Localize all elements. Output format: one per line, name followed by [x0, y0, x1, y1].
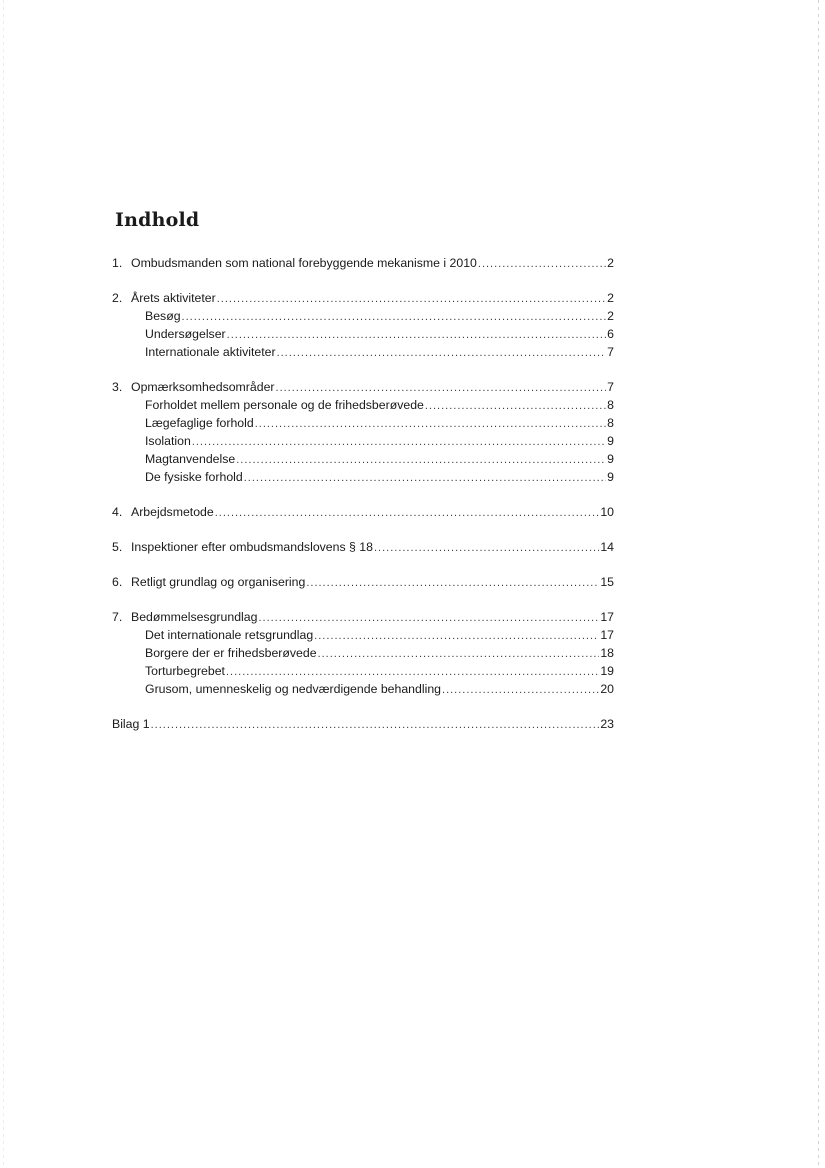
dot-leader: [182, 308, 607, 326]
dot-leader: [258, 609, 599, 627]
scan-edge-right: [818, 0, 819, 1168]
toc-subentry-2-3[interactable]: [112, 343, 614, 361]
toc-entry-3[interactable]: [112, 378, 614, 396]
toc-subentry-page: 9: [607, 434, 614, 448]
toc-entry-page: 23: [600, 717, 614, 731]
toc-subentry-title: Undersøgelser: [145, 327, 226, 341]
toc-subentry-7-1[interactable]: [112, 626, 614, 644]
toc-subentry-page: 20: [600, 682, 614, 696]
toc-subentry-page: 19: [600, 664, 614, 678]
toc-entry-number: 6.: [112, 575, 123, 589]
toc-entry-5[interactable]: [112, 538, 614, 556]
toc-subentry-title: Magtanvendelse: [145, 452, 236, 466]
toc-subentry-title: Internationale aktiviteter: [145, 345, 276, 359]
toc-entry-title: Arbejdsmetode: [131, 505, 214, 519]
toc-subentry-page: 18: [600, 646, 614, 660]
toc-entry-page: 14: [600, 540, 614, 554]
toc-entry-title: Ombudsmanden som national forebyggende mekanisme i 2010: [131, 256, 477, 270]
toc-subentry-3-3[interactable]: [112, 432, 614, 450]
dot-leader: [244, 469, 606, 487]
toc-entry-page: 17: [600, 610, 614, 624]
toc-subentry-page: 8: [607, 416, 614, 430]
dot-leader: [306, 574, 599, 592]
toc-subentry-7-3[interactable]: [112, 662, 614, 680]
dot-leader: [215, 504, 600, 522]
toc-entry-page: 15: [600, 575, 614, 589]
dot-leader: [151, 716, 600, 734]
toc-subentry-title: Det internationale retsgrundlag: [145, 628, 314, 642]
toc-subentry-page: 2: [607, 309, 614, 323]
dot-leader: [276, 379, 607, 397]
toc-subentry-title: Forholdet mellem personale og de frihedsberøvede: [145, 398, 424, 412]
dot-leader: [442, 681, 599, 699]
toc-subentry-title: De fysiske forhold: [145, 470, 243, 484]
toc-subentry-page: 9: [607, 470, 614, 484]
toc-subentry-title: Borgere der er frihedsberøvede: [145, 646, 317, 660]
toc-subentry-title: Torturbegrebet: [145, 664, 225, 678]
dot-leader: [314, 627, 599, 645]
toc-subentry-page: 8: [607, 398, 614, 412]
toc-subentry-3-2[interactable]: [112, 414, 614, 432]
toc-entry-7[interactable]: [112, 608, 614, 626]
dot-leader: [374, 539, 599, 557]
toc-subentry-2-1[interactable]: [112, 307, 614, 325]
toc-entry-title: Retligt grundlag og organisering: [131, 575, 306, 589]
toc-entry-number: 3.: [112, 380, 123, 394]
toc-entry-2[interactable]: [112, 289, 614, 307]
scan-edge-left: [3, 0, 4, 1168]
toc-entry-page: 7: [607, 380, 614, 394]
toc-entry-number: 7.: [112, 610, 123, 624]
dot-leader: [277, 344, 607, 362]
dot-leader: [255, 415, 606, 433]
dot-leader: [478, 255, 606, 273]
toc-entry-6[interactable]: [112, 573, 614, 591]
toc-subentry-page: 17: [600, 628, 614, 642]
toc-subentry-page: 6: [607, 327, 614, 341]
dot-leader: [217, 290, 606, 308]
table-of-contents: [112, 254, 614, 733]
toc-subentry-page: 9: [607, 452, 614, 466]
toc-subentry-7-2[interactable]: [112, 644, 614, 662]
dot-leader: [226, 663, 599, 681]
toc-entry-title: Bilag 1: [112, 717, 150, 731]
toc-entry-number: 5.: [112, 540, 123, 554]
toc-entry-appendix[interactable]: [112, 715, 614, 733]
dot-leader: [318, 645, 600, 663]
toc-entry-page: 2: [607, 256, 614, 270]
dot-leader: [236, 451, 606, 469]
dot-leader: [227, 326, 607, 344]
toc-subentry-3-5[interactable]: [112, 468, 614, 486]
toc-entry-number: 2.: [112, 291, 123, 305]
dot-leader: [192, 433, 606, 451]
toc-subentry-3-4[interactable]: [112, 450, 614, 468]
toc-subentry-title: Lægefaglige forhold: [145, 416, 254, 430]
toc-entry-title: Opmærksomhedsområder: [131, 380, 275, 394]
dot-leader: [425, 397, 606, 415]
toc-entry-1[interactable]: [112, 254, 614, 272]
toc-entry-page: 2: [607, 291, 614, 305]
toc-subentry-title: Grusom, umenneskelig og nedværdigende behandling: [145, 682, 442, 696]
toc-subentry-title: Besøg: [145, 309, 181, 323]
toc-entry-title: Årets aktiviteter: [131, 291, 216, 305]
toc-entry-4[interactable]: [112, 503, 614, 521]
toc-heading: Indhold: [115, 209, 200, 231]
toc-entry-title: Bedømmelsesgrundlag: [131, 610, 258, 624]
toc-entry-number: 4.: [112, 505, 123, 519]
toc-subentry-7-4[interactable]: [112, 680, 614, 698]
toc-entry-number: 1.: [112, 256, 123, 270]
toc-subentry-2-2[interactable]: [112, 325, 614, 343]
toc-entry-title: Inspektioner efter ombudsmandslovens § 18: [131, 540, 373, 554]
toc-subentry-3-1[interactable]: [112, 396, 614, 414]
toc-subentry-title: Isolation: [145, 434, 191, 448]
toc-entry-page: 10: [600, 505, 614, 519]
toc-subentry-page: 7: [607, 345, 614, 359]
